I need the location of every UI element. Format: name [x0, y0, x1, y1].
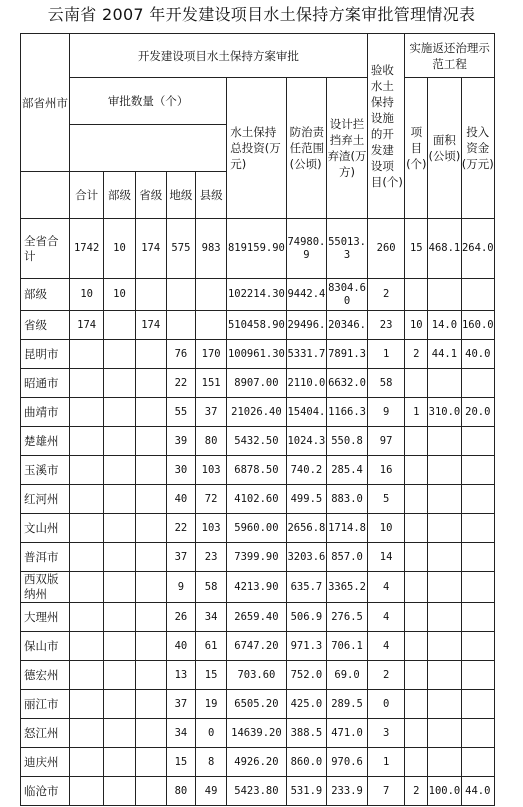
cell-province: 174: [135, 219, 166, 279]
cell-prefecture: 30: [166, 456, 195, 485]
header-region: 部省州市: [21, 34, 70, 172]
header-demo-group: 实施返还治理示范工程: [405, 34, 495, 78]
cell-prefecture: 76: [166, 340, 195, 369]
cell-prefecture: 22: [166, 514, 195, 543]
cell-region: 德宏州: [21, 661, 70, 690]
cell-county: [195, 279, 226, 311]
table-row: [21, 279, 495, 311]
header-invest: 水土保持总投资(万元): [227, 78, 286, 219]
cell-demo-area: [428, 369, 461, 398]
cell-province: [135, 632, 166, 661]
header-prefecture: 地级: [166, 172, 195, 219]
cell-dump: 550.8: [327, 427, 368, 456]
cell-demo-area: [428, 427, 461, 456]
cell-accepted: 2: [367, 661, 405, 690]
table-row: [21, 369, 495, 398]
table-row: [21, 632, 495, 661]
cell-accepted: 4: [367, 572, 405, 603]
cell-demo-area: [428, 514, 461, 543]
cell-province: [135, 340, 166, 369]
cell-dump: 1714.8: [327, 514, 368, 543]
header-approval-spacer: [69, 125, 226, 172]
cell-ministry: [104, 661, 135, 690]
cell-county: 19: [195, 690, 226, 719]
cell-demo-projects: 10: [405, 311, 428, 340]
cell-demo-projects: 1: [405, 398, 428, 427]
cell-invest: 819159.90: [227, 219, 286, 279]
cell-ministry: [104, 514, 135, 543]
cell-demo-projects: [405, 719, 428, 748]
cell-accepted: 23: [367, 311, 405, 340]
cell-demo-invest: [461, 279, 494, 311]
cell-dump: 233.9: [327, 777, 368, 806]
cell-demo-invest: 20.0: [461, 398, 494, 427]
cell-ministry: 10: [104, 279, 135, 311]
cell-prefecture: 40: [166, 632, 195, 661]
cell-ministry: [104, 340, 135, 369]
cell-prevent-area: 2110.0: [286, 369, 327, 398]
cell-ministry: [104, 572, 135, 603]
cell-demo-invest: [461, 748, 494, 777]
cell-county: 8: [195, 748, 226, 777]
cell-invest: 21026.40: [227, 398, 286, 427]
cell-demo-area: [428, 572, 461, 603]
cell-ministry: [104, 456, 135, 485]
header-prevent-area: 防治责任范围(公顷): [286, 78, 327, 219]
cell-region: 昆明市: [21, 340, 70, 369]
cell-dump: 471.0: [327, 719, 368, 748]
cell-county: 0: [195, 719, 226, 748]
table-row: [21, 748, 495, 777]
cell-total: [69, 485, 103, 514]
cell-accepted: 4: [367, 632, 405, 661]
cell-province: 174: [135, 311, 166, 340]
cell-demo-invest: [461, 603, 494, 632]
cell-ministry: [104, 777, 135, 806]
cell-ministry: [104, 369, 135, 398]
cell-accepted: 14: [367, 543, 405, 572]
cell-prevent-area: 635.7: [286, 572, 327, 603]
table-row: [21, 219, 495, 279]
cell-region: 怒江州: [21, 719, 70, 748]
cell-accepted: 5: [367, 485, 405, 514]
header-county: 县级: [195, 172, 226, 219]
cell-invest: 5432.50: [227, 427, 286, 456]
cell-prevent-area: 388.5: [286, 719, 327, 748]
table-row: [21, 340, 495, 369]
table-row: [21, 661, 495, 690]
header-approval-count: 审批数量（个）: [69, 78, 226, 125]
cell-total: 10: [69, 279, 103, 311]
cell-invest: 14639.20: [227, 719, 286, 748]
cell-county: 103: [195, 514, 226, 543]
cell-region: 保山市: [21, 632, 70, 661]
table-row: [21, 427, 495, 456]
cell-ministry: [104, 543, 135, 572]
cell-dump: 857.0: [327, 543, 368, 572]
header-ministry: 部级: [104, 172, 135, 219]
cell-dump: 1166.3: [327, 398, 368, 427]
cell-total: [69, 456, 103, 485]
cell-total: [69, 748, 103, 777]
cell-dump: 706.1: [327, 632, 368, 661]
cell-accepted: 1: [367, 748, 405, 777]
cell-demo-projects: [405, 427, 428, 456]
cell-province: [135, 369, 166, 398]
cell-total: [69, 603, 103, 632]
cell-invest: 5960.00: [227, 514, 286, 543]
cell-invest: 2659.40: [227, 603, 286, 632]
cell-prevent-area: 506.9: [286, 603, 327, 632]
cell-region: 曲靖市: [21, 398, 70, 427]
cell-demo-invest: [461, 661, 494, 690]
cell-demo-invest: [461, 514, 494, 543]
cell-prevent-area: 531.9: [286, 777, 327, 806]
cell-demo-projects: [405, 369, 428, 398]
cell-total: [69, 427, 103, 456]
cell-demo-invest: [461, 719, 494, 748]
cell-demo-area: 14.0: [428, 311, 461, 340]
cell-accepted: 260: [367, 219, 405, 279]
cell-region: 临沧市: [21, 777, 70, 806]
cell-demo-projects: [405, 485, 428, 514]
cell-province: [135, 398, 166, 427]
cell-accepted: 16: [367, 456, 405, 485]
cell-province: [135, 572, 166, 603]
cell-demo-projects: [405, 572, 428, 603]
cell-county: 23: [195, 543, 226, 572]
table-row: [21, 543, 495, 572]
cell-region: 省级: [21, 311, 70, 340]
cell-county: 983: [195, 219, 226, 279]
cell-total: [69, 572, 103, 603]
cell-region: 大理州: [21, 603, 70, 632]
cell-prevent-area: 860.0: [286, 748, 327, 777]
approval-table: [20, 33, 495, 806]
cell-dump: 55013.3: [327, 219, 368, 279]
cell-county: 103: [195, 456, 226, 485]
cell-ministry: [104, 690, 135, 719]
cell-demo-invest: [461, 456, 494, 485]
cell-invest: 703.60: [227, 661, 286, 690]
cell-total: [69, 690, 103, 719]
cell-demo-projects: [405, 603, 428, 632]
cell-region: 楚雄州: [21, 427, 70, 456]
cell-county: 72: [195, 485, 226, 514]
cell-accepted: 10: [367, 514, 405, 543]
cell-province: [135, 514, 166, 543]
cell-total: 1742: [69, 219, 103, 279]
cell-prefecture: 22: [166, 369, 195, 398]
cell-ministry: 10: [104, 219, 135, 279]
table-row: [21, 690, 495, 719]
cell-invest: 102214.30: [227, 279, 286, 311]
cell-demo-invest: [461, 632, 494, 661]
cell-prefecture: 40: [166, 485, 195, 514]
cell-region: 玉溪市: [21, 456, 70, 485]
cell-prevent-area: 425.0: [286, 690, 327, 719]
cell-county: [195, 311, 226, 340]
cell-demo-projects: 2: [405, 777, 428, 806]
cell-demo-projects: [405, 514, 428, 543]
cell-prevent-area: 3203.6: [286, 543, 327, 572]
cell-demo-invest: [461, 427, 494, 456]
table-row: [21, 514, 495, 543]
cell-total: [69, 369, 103, 398]
cell-ministry: [104, 632, 135, 661]
header-accepted: 验收水土保持设施的开发建设项目(个): [367, 34, 405, 219]
cell-accepted: 7: [367, 777, 405, 806]
cell-demo-projects: [405, 690, 428, 719]
header-demo-projects: 项目(个): [405, 78, 428, 219]
cell-accepted: 97: [367, 427, 405, 456]
table-row: [21, 311, 495, 340]
cell-accepted: 9: [367, 398, 405, 427]
cell-dump: 20346.: [327, 311, 368, 340]
cell-demo-invest: [461, 369, 494, 398]
cell-prefecture: 80: [166, 777, 195, 806]
cell-demo-projects: [405, 632, 428, 661]
cell-region: 西双版纳州: [21, 572, 70, 603]
cell-prefecture: [166, 311, 195, 340]
table-row: [21, 572, 495, 603]
cell-demo-area: 44.1: [428, 340, 461, 369]
cell-demo-invest: [461, 690, 494, 719]
table-row: [21, 398, 495, 427]
cell-prefecture: 15: [166, 748, 195, 777]
cell-invest: 8907.00: [227, 369, 286, 398]
cell-dump: 69.0: [327, 661, 368, 690]
cell-province: [135, 748, 166, 777]
cell-county: 15: [195, 661, 226, 690]
cell-total: [69, 340, 103, 369]
cell-ministry: [104, 719, 135, 748]
cell-province: [135, 279, 166, 311]
cell-demo-projects: [405, 748, 428, 777]
cell-demo-invest: [461, 485, 494, 514]
cell-region: 昭通市: [21, 369, 70, 398]
cell-demo-area: [428, 603, 461, 632]
cell-accepted: 58: [367, 369, 405, 398]
cell-total: 174: [69, 311, 103, 340]
cell-demo-projects: [405, 543, 428, 572]
cell-accepted: 4: [367, 603, 405, 632]
cell-prevent-area: 740.2: [286, 456, 327, 485]
cell-invest: 6505.20: [227, 690, 286, 719]
cell-dump: 970.6: [327, 748, 368, 777]
cell-invest: 4102.60: [227, 485, 286, 514]
cell-invest: 100961.30: [227, 340, 286, 369]
cell-prefecture: 13: [166, 661, 195, 690]
cell-province: [135, 427, 166, 456]
cell-dump: 289.5: [327, 690, 368, 719]
cell-prevent-area: 971.3: [286, 632, 327, 661]
cell-demo-area: 100.0: [428, 777, 461, 806]
cell-ministry: [104, 427, 135, 456]
cell-prevent-area: 9442.4: [286, 279, 327, 311]
cell-province: [135, 485, 166, 514]
cell-demo-projects: [405, 456, 428, 485]
cell-ministry: [104, 485, 135, 514]
cell-county: 170: [195, 340, 226, 369]
cell-demo-area: [428, 485, 461, 514]
cell-prefecture: 34: [166, 719, 195, 748]
cell-total: [69, 514, 103, 543]
cell-invest: 510458.90: [227, 311, 286, 340]
cell-region: 文山州: [21, 514, 70, 543]
cell-prefecture: [166, 279, 195, 311]
cell-county: 34: [195, 603, 226, 632]
cell-accepted: 3: [367, 719, 405, 748]
cell-county: 49: [195, 777, 226, 806]
cell-total: [69, 398, 103, 427]
cell-demo-projects: [405, 661, 428, 690]
table-row: [21, 719, 495, 748]
cell-region: 普洱市: [21, 543, 70, 572]
cell-province: [135, 456, 166, 485]
cell-province: [135, 603, 166, 632]
cell-dump: 6632.0: [327, 369, 368, 398]
cell-province: [135, 543, 166, 572]
cell-region: 迪庆州: [21, 748, 70, 777]
cell-demo-area: [428, 632, 461, 661]
table-row: [21, 485, 495, 514]
cell-prevent-area: 499.5: [286, 485, 327, 514]
cell-prefecture: 39: [166, 427, 195, 456]
cell-prefecture: 55: [166, 398, 195, 427]
cell-demo-area: 468.1: [428, 219, 461, 279]
cell-invest: 4213.90: [227, 572, 286, 603]
cell-demo-area: [428, 719, 461, 748]
cell-prevent-area: 5331.7: [286, 340, 327, 369]
cell-ministry: [104, 311, 135, 340]
cell-ministry: [104, 748, 135, 777]
cell-invest: 7399.90: [227, 543, 286, 572]
cell-prevent-area: 29496.: [286, 311, 327, 340]
cell-invest: 4926.20: [227, 748, 286, 777]
cell-dump: 8304.60: [327, 279, 368, 311]
cell-province: [135, 777, 166, 806]
cell-invest: 5423.80: [227, 777, 286, 806]
cell-demo-invest: [461, 543, 494, 572]
cell-dump: 3365.2: [327, 572, 368, 603]
cell-demo-invest: 44.0: [461, 777, 494, 806]
cell-province: [135, 690, 166, 719]
cell-county: 80: [195, 427, 226, 456]
cell-total: [69, 661, 103, 690]
cell-demo-projects: [405, 279, 428, 311]
cell-prefecture: 37: [166, 690, 195, 719]
cell-demo-invest: [461, 572, 494, 603]
header-province: 省级: [135, 172, 166, 219]
cell-accepted: 0: [367, 690, 405, 719]
cell-demo-area: [428, 661, 461, 690]
cell-total: [69, 543, 103, 572]
table-row: [21, 603, 495, 632]
cell-total: [69, 777, 103, 806]
cell-demo-area: [428, 748, 461, 777]
cell-total: [69, 632, 103, 661]
header-demo-invest: 投入资金(万元): [461, 78, 494, 219]
cell-dump: 285.4: [327, 456, 368, 485]
cell-county: 58: [195, 572, 226, 603]
cell-dump: 276.5: [327, 603, 368, 632]
cell-accepted: 1: [367, 340, 405, 369]
table-row: [21, 777, 495, 806]
cell-prefecture: 37: [166, 543, 195, 572]
cell-prefecture: 26: [166, 603, 195, 632]
cell-region: 丽江市: [21, 690, 70, 719]
cell-region: 红河州: [21, 485, 70, 514]
cell-accepted: 2: [367, 279, 405, 311]
table-row: [21, 456, 495, 485]
cell-province: [135, 719, 166, 748]
cell-prevent-area: 15404.: [286, 398, 327, 427]
cell-province: [135, 661, 166, 690]
cell-county: 37: [195, 398, 226, 427]
cell-prevent-area: 2656.8: [286, 514, 327, 543]
cell-demo-invest: 160.0: [461, 311, 494, 340]
cell-prefecture: 9: [166, 572, 195, 603]
cell-region: 全省合计: [21, 219, 70, 279]
cell-prevent-area: 1024.3: [286, 427, 327, 456]
cell-prevent-area: 752.0: [286, 661, 327, 690]
cell-dump: 883.0: [327, 485, 368, 514]
cell-demo-area: [428, 279, 461, 311]
cell-invest: 6878.50: [227, 456, 286, 485]
cell-demo-area: [428, 456, 461, 485]
cell-county: 151: [195, 369, 226, 398]
cell-region: 部级: [21, 279, 70, 311]
cell-ministry: [104, 603, 135, 632]
header-demo-area: 面积(公顷): [428, 78, 461, 219]
header-dump: 设计拦挡弃土弃渣(万方): [327, 78, 368, 219]
cell-invest: 6747.20: [227, 632, 286, 661]
cell-ministry: [104, 398, 135, 427]
cell-total: [69, 719, 103, 748]
cell-demo-area: [428, 543, 461, 572]
cell-prevent-area: 74980.9: [286, 219, 327, 279]
cell-dump: 7891.3: [327, 340, 368, 369]
cell-demo-invest: 40.0: [461, 340, 494, 369]
table-title: 云南省 2007 年开发建设项目水土保持方案审批管理情况表: [47, 5, 476, 24]
header-subtotal: [21, 172, 70, 219]
cell-demo-area: [428, 690, 461, 719]
cell-demo-projects: 15: [405, 219, 428, 279]
cell-demo-projects: 2: [405, 340, 428, 369]
cell-county: 61: [195, 632, 226, 661]
cell-demo-area: 310.0: [428, 398, 461, 427]
cell-prefecture: 575: [166, 219, 195, 279]
header-approval-group: 开发建设项目水土保持方案审批: [69, 34, 367, 78]
cell-demo-invest: 264.0: [461, 219, 494, 279]
header-total: 合计: [69, 172, 103, 219]
